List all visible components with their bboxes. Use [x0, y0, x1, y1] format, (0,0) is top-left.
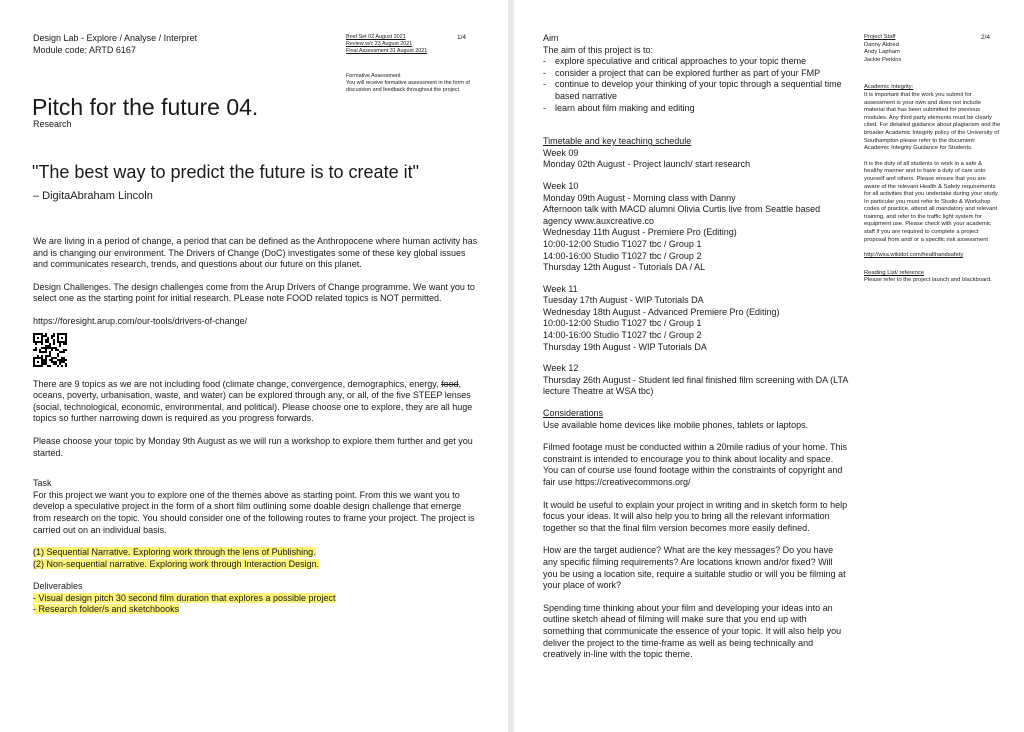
project-staff-heading: Project Staff: [864, 34, 896, 40]
reading-list-heading: Reading List/ reference: [864, 269, 924, 276]
consideration-paragraph: Filmed footage must be conducted within a 20mile radius of your home. This constraint is intended to encourage you to think about locality and space. You can of course use found footage within the constraints of copyright and fair use https://creativecommons.org/: [543, 442, 847, 487]
schedule-line: Monday 02th August - Project launch/ start research: [543, 159, 751, 170]
date-review: Review w/c 23 August 2021: [346, 41, 413, 48]
task-heading: Task: [33, 478, 52, 489]
aim-item: - learn about film making and editing: [543, 103, 848, 115]
schedule-line: Monday 09th August - Morning class with Danny: [543, 192, 736, 203]
page-subtitle: Research: [33, 119, 72, 129]
schedule-line: Wednesday 11th August - Premiere Pro (Editing): [543, 227, 737, 238]
schedule-line: Thursday 19th August - WIP Tutorials DA: [543, 341, 707, 352]
week-label: Week 09: [543, 147, 579, 158]
health-safety-text: It is the duty of all students to work in a safe & healthy manner and to have a duty of care unto yourself and others. Please ensure that you are aware of the relevant Health & Safety requirements for all activities that you undertake during your study. In particular you must refer to Studio & Workshop codes of practice, attend all mandatory and relevant training, and refer to the traffic light system for equipment use. Please check with your academic staff if you are required to complete a project proposal from and/ or a specific risk assessment: [864, 160, 999, 243]
timetable-schedule: [543, 148, 848, 398]
week-block: [543, 148, 848, 171]
schedule-line: Wednesday 18th August - Advanced Premiere Pro (Editing): [543, 306, 780, 317]
week-label: Week 11: [543, 283, 578, 294]
page-number-2: 2/4: [981, 34, 991, 41]
key-dates: [346, 34, 427, 56]
module-header: [33, 33, 197, 56]
choose-topic-paragraph: Please choose your topic by Monday 9th August as we will run a workshop to explore them further and get you started.: [33, 435, 473, 458]
aim-item: - explore speculative and critical approaches to your topic theme: [543, 56, 848, 68]
body-column-2: [543, 33, 848, 661]
consideration-paragraph: How are the target audience? What are the key messages? Do you have any specific filming requirements? Are locations known and/or fixed? Will you be using a location site, require a suitable studio or will you be filming at your place of work?: [543, 545, 846, 591]
schedule-line: Afternoon talk with MACD alumni Olivia Curtis live from Seattle based agency www.auxcreative.co: [543, 204, 821, 226]
document-page-1: [0, 0, 508, 732]
aim-item: - continue to develop your thinking of your topic through a sequential time based narrative: [543, 79, 848, 102]
reading-list-text: Please refer to the project launch and blackboard.: [864, 277, 992, 284]
header-line-1: Design Lab - Explore / Analyse / Interpret: [33, 33, 198, 43]
timetable-heading: Timetable and key teaching schedule: [543, 136, 692, 147]
academic-integrity-text: It is important that the work you submit for assessment is your own and does not include material that has been submitted for previous modules. Any third party elements must be clearly cited. For detailed guidance about plagiarism and the broader Academic Integrity policy of the University of Southampton please refer to the document: Academic Integrity Guidance for Students.: [864, 91, 1001, 152]
schedule-line: Thursday 12th August - Tutorials DA / AL: [543, 262, 706, 273]
topics-text-1: There are 9 topics as we are not including food (climate change, convergence, demographics, energy,: [33, 378, 442, 389]
deliverable-2: - Research folder/s and sketchbooks: [33, 604, 180, 615]
schedule-line: 14:00-16:00 Studio T1027 tbc / Group 2: [543, 330, 702, 341]
qr-code-pattern: [33, 333, 67, 367]
body-column-1: [33, 236, 478, 616]
schedule-line: 10:00-12:00 Studio T1027 tbc / Group 1: [543, 238, 702, 249]
week-block: [543, 363, 848, 398]
route-1: (1) Sequential Narrative. Exploring work through the lens of Publishing.: [33, 547, 316, 558]
consideration-paragraph: Spending time thinking about your film and developing your ideas into an outline sketch ahead of filming will make sure that you end up with something that communicate the essence of your topic. It will also help you deliver the project to the time-frame as well as being technically and creatively in-line with the topic theme.: [543, 602, 842, 660]
task-paragraph: For this project we want you to explore one of the themes above as starting point. From this we want you to develop a speculative project in the form of a short film outlining some doable design challenge that emerge from research on the topic. You should consider one of the following routes to frame your project. The project is carried out on an individual basis.: [33, 489, 475, 535]
topics-struck-food: food: [441, 378, 459, 389]
week-label: Week 10: [543, 180, 579, 191]
header-line-2: Module code: ARTD 6167: [33, 44, 136, 55]
schedule-line: 14:00-16:00 Studio T1027 tbc / Group 2: [543, 250, 702, 261]
deliverable-1: - Visual design pitch 30 second film duration that explores a possible project: [33, 592, 336, 603]
week-block: [543, 284, 848, 354]
formative-title: Formative Assessment: [346, 73, 401, 79]
topics-text-2: , oceans, poverty, urbanisation, waste, and water) can be explored through any, or all, of the five STEEP lenses (social, technological, economic, environmental, and political). Please choose one to explore, they are all huge topics so further narrowing down is required as you progress forwards.: [33, 378, 473, 424]
quote: "The best way to predict the future is to create it": [32, 162, 419, 182]
route-2: (2) Non-sequential narrative. Exploring work through Interaction Design.: [33, 558, 320, 569]
week-block: [543, 181, 848, 274]
date-brief-set: Brief Set 02 August 2021: [346, 34, 406, 40]
schedule-line: 10:00-12:00 Studio T1027 tbc / Group 1: [543, 318, 702, 329]
page-number: 1/4: [457, 34, 467, 41]
aim-list: [543, 56, 848, 114]
aim-heading: Aim: [543, 33, 559, 43]
considerations-heading: Considerations: [543, 408, 604, 419]
quote-author: – DigitaAbraham Lincoln: [33, 190, 153, 202]
consideration-paragraph: It would be useful to explain your project in writing and in sketch form to help focus your ideas. It will also help you to bring all the relevant information together so that the final film version becomes more easily defined.: [543, 499, 848, 533]
staff-member: Danny Aldred: [864, 41, 899, 48]
page-title: Pitch for the future 04.: [32, 94, 259, 120]
formative-text: You will receive formative assessment in the form of discussion and feedback throughout the project.: [346, 80, 470, 94]
challenges-paragraph: Design Challenges. The design challenges come from the Arup Drivers of Change programme. We want you to select one as the starting point for initial research. PLease note FOOD related topics is NOT permitted.: [33, 281, 475, 304]
deliverables-heading: Deliverables: [33, 581, 83, 592]
schedule-line: Thursday 26th August - Student led final finished film screening with DA (LTA lecture Theatre at WSA tbc): [543, 374, 848, 397]
drivers-of-change-link[interactable]: https://foresight.arup.com/our-tools/drivers-of-change/: [33, 315, 248, 326]
date-final-assessment: Final Assessment 31 August 2021: [346, 48, 428, 55]
formative-assessment: [346, 73, 484, 95]
qr-code: [33, 333, 478, 367]
week-label: Week 12: [543, 363, 579, 374]
consideration-paragraph: Use available home devices like mobile phones, tablets or laptops.: [543, 419, 809, 430]
staff-member: Jackie Perkins: [864, 56, 902, 63]
staff-member: Andy Lapham: [864, 49, 900, 56]
schedule-line: Tuesday 17th August - WIP Tutorials DA: [543, 295, 704, 306]
aim-intro: The aim of this project is to:: [543, 44, 654, 55]
topics-paragraph: [33, 379, 478, 425]
academic-integrity-heading: Academic Integrity:: [864, 84, 914, 91]
sidebar-info: [864, 34, 1002, 285]
document-page-2: [514, 0, 1024, 732]
intro-paragraph: We are living in a period of change, a period that can be defined as the Anthropocene where human activity has and is changing our environment. The Drivers of Change (DoC) investigates some of these key global issues and communicates research, trends, and questions about our future on this planet.: [33, 236, 478, 270]
aim-item: - consider a project that can be explored further as part of your FMP: [543, 68, 848, 80]
health-safety-link[interactable]: http://wsa.wikidot.com/healthandsafety: [864, 252, 964, 259]
